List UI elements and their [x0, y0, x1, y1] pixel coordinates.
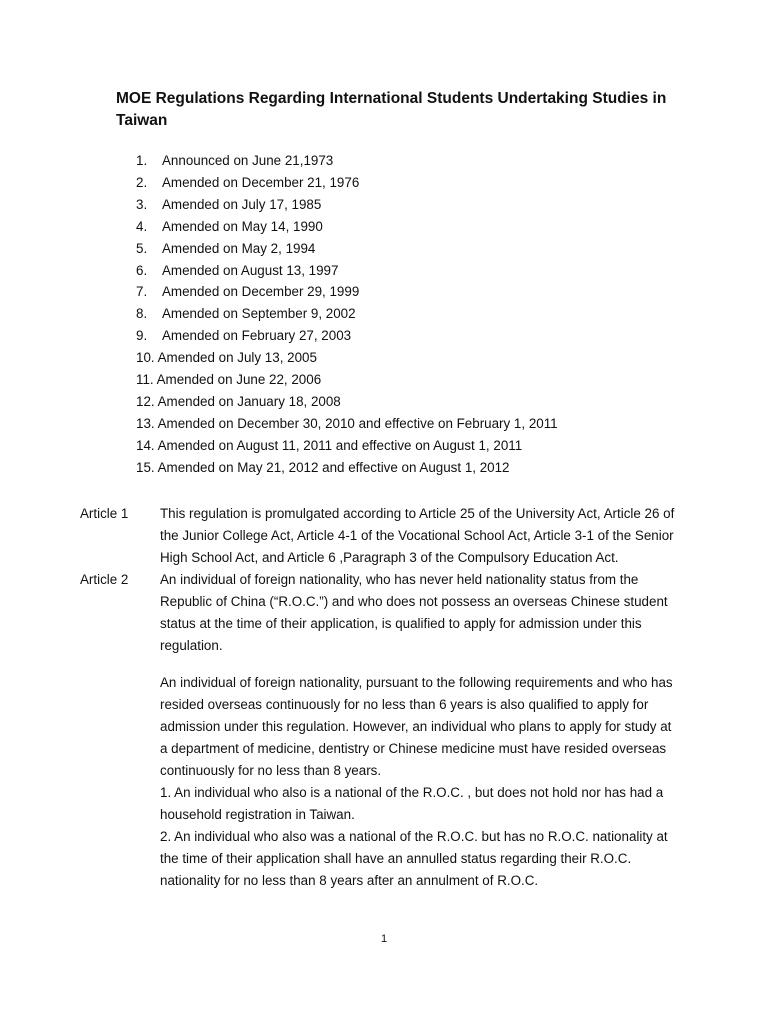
list-item-text: Amended on December 30, 2010 and effective on February 1, 2011	[157, 415, 558, 431]
list-item	[136, 413, 696, 435]
list-item	[136, 260, 696, 282]
article-body	[160, 569, 680, 892]
list-item	[136, 281, 696, 303]
list-item-text: Amended on May 2, 1994	[162, 240, 316, 256]
list-item-text: Amended on July 13, 2005	[157, 350, 317, 366]
list-item-text: Amended on December 21, 1976	[162, 174, 360, 190]
list-item	[136, 150, 696, 172]
article-2	[80, 569, 700, 892]
list-item	[136, 435, 696, 457]
list-item-number: 2.	[136, 174, 148, 190]
list-item-text: Amended on July 17, 1985	[162, 196, 322, 212]
article-label: Article 1	[80, 506, 129, 521]
article-body	[160, 503, 680, 569]
list-item-text: Amended on August 11, 2011 and effective on August 1, 2011	[157, 437, 523, 453]
list-item-text: Amended on May 14, 1990	[162, 218, 323, 234]
article-clause: 2. An individual who also was a national of the R.O.C. but has no R.O.C. nationality at the time of their application shall have an annulled status regarding their R.O.C. nationality for no less than 8 years after an annulment of R.O.C.	[160, 829, 668, 888]
list-item-text: Amended on February 27, 2003	[162, 328, 352, 344]
list-item	[136, 303, 696, 325]
article-clause: 1. An individual who also is a national of the R.O.C. , but does not hold nor has had a household registration in Taiwan.	[160, 785, 664, 822]
list-item-text: Amended on June 22, 2006	[156, 372, 322, 388]
list-item-text: Amended on August 13, 1997	[162, 262, 339, 278]
list-item-number: 11.	[136, 372, 154, 388]
article-paragraph: This regulation is promulgated according to Article 25 of the University Act, Article 26 of the Junior College Act, Article 4-1 of the Vocational School Act, Article 3-1 of the Senior High School Act, and Article 6 ,Paragraph 3 of the Compulsory Education Act.	[160, 506, 675, 565]
list-item-number: 12.	[136, 393, 155, 409]
list-item	[136, 347, 696, 369]
article-label: Article 2	[80, 572, 129, 587]
list-item-number: 13.	[136, 415, 155, 431]
article-1	[80, 503, 700, 569]
list-item	[136, 194, 696, 216]
list-item-number: 6.	[136, 262, 148, 278]
list-item	[136, 325, 696, 347]
list-item-number: 15.	[136, 459, 155, 475]
document-title: MOE Regulations Regarding International Students Undertaking Studies in Taiwan	[116, 90, 667, 129]
list-item-number: 14.	[136, 437, 155, 453]
article-paragraph: An individual of foreign nationality, pursuant to the following requirements and who has resided overseas continuously for no less than 6 years is also qualified to apply for admission under this regulation. However, an individual who plans to apply for study at a department of medicine, dentistry or Chinese medicine must have resided overseas continuously for no less than 8 years.	[160, 675, 673, 778]
list-item-text: Amended on January 18, 2008	[157, 393, 341, 409]
list-item-number: 9.	[136, 328, 148, 344]
article-paragraph: An individual of foreign nationality, who has never held nationality status from the Republic of China (“R.O.C.”) and who does not possess an overseas Chinese student status at the time of their application, is qualified to apply for admission under this regulation.	[160, 572, 668, 653]
list-item	[136, 216, 696, 238]
list-item-number: 4.	[136, 218, 148, 234]
list-item-number: 1.	[136, 153, 148, 168]
amendment-history-list	[136, 150, 696, 479]
list-item	[136, 457, 696, 479]
list-item-number: 5.	[136, 240, 148, 256]
list-item	[136, 369, 696, 391]
list-item-number: 8.	[136, 306, 148, 322]
list-item-number: 3.	[136, 196, 148, 212]
list-item	[136, 238, 696, 260]
articles-section	[80, 503, 700, 892]
list-item	[136, 172, 696, 194]
list-item-text: Amended on May 21, 2012 and effective on August 1, 2012	[157, 459, 510, 475]
list-item-text: Amended on September 9, 2002	[162, 306, 356, 322]
list-item-text: Amended on December 29, 1999	[162, 284, 360, 300]
page-number: 1	[380, 933, 388, 945]
list-item	[136, 391, 696, 413]
list-item-number: 10.	[136, 350, 155, 366]
list-item-text: Announced on June 21,1973	[162, 153, 334, 168]
list-item-number: 7.	[136, 284, 148, 300]
